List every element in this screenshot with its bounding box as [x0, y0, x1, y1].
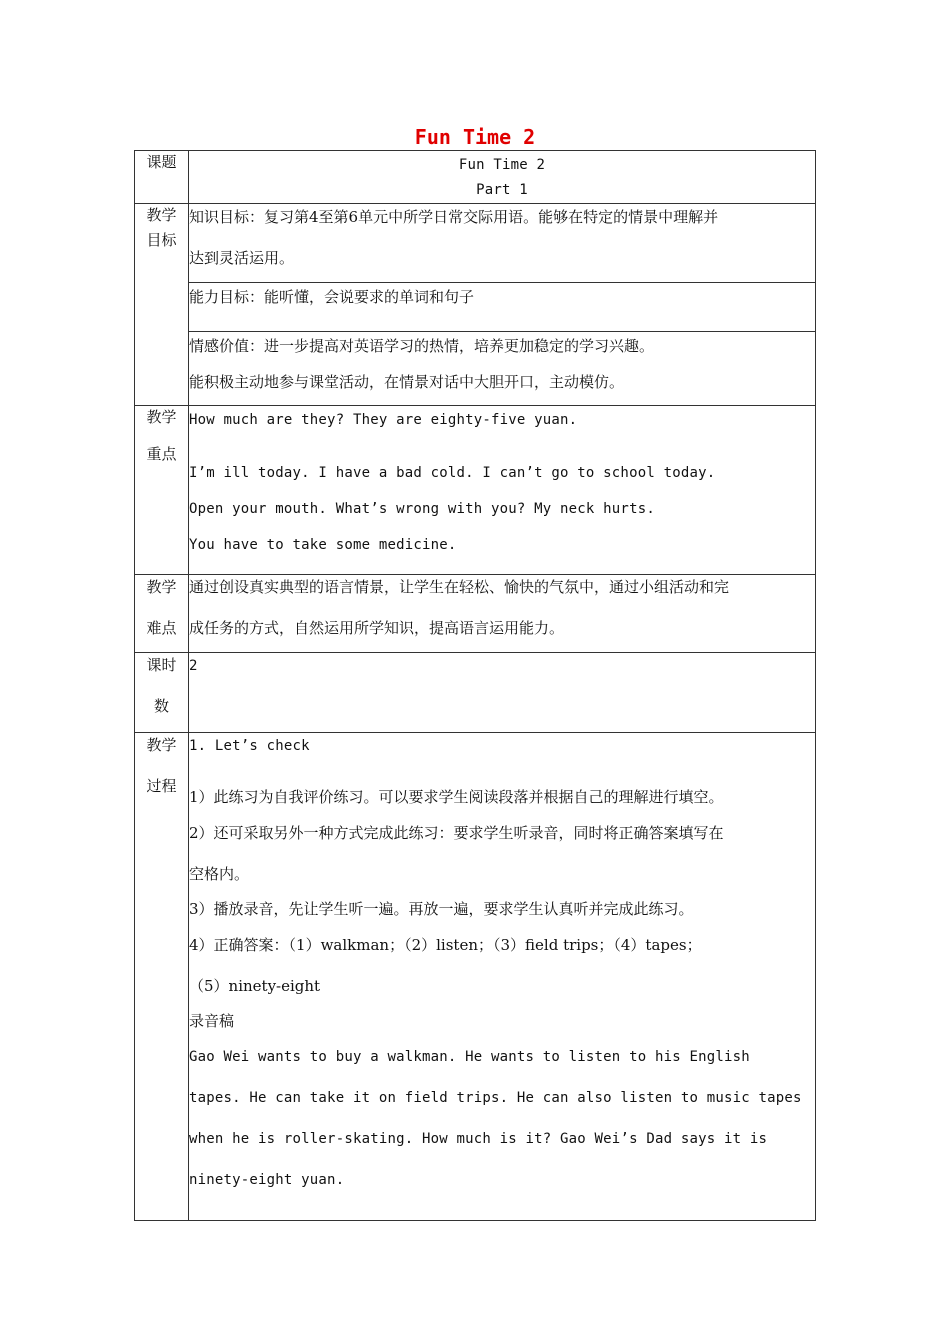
knowledge-objective — [189, 204, 816, 283]
emotion-objective — [189, 332, 816, 406]
difficulties-label-line: 教学 — [146, 578, 177, 596]
difficulties-content — [189, 575, 816, 653]
page-title: Fun Time 2 — [414, 125, 536, 149]
process-step: 4）正确答案：（1）walkman；（2）listen；（3）field trips；（4）tapes； — [189, 936, 702, 954]
ability-objective — [189, 283, 816, 332]
key-points-row — [135, 406, 816, 575]
process-label-line: 教学 — [146, 736, 177, 754]
process-content — [189, 733, 816, 1221]
key-point-line: How much are they? They are eighty-five yuan. — [189, 412, 578, 428]
script-line: Gao Wei wants to buy a walkman. He wants to listen to his English — [189, 1049, 750, 1065]
process-step: 3）播放录音，先让学生听一遍。再放一遍，要求学生认真听并完成此练习。 — [189, 900, 694, 918]
hours-label-line: 课时 — [146, 656, 177, 674]
process-label — [135, 733, 189, 1221]
knowledge-objective-line: 知识目标：复习第4至第6单元中所学日常交际用语。能够在特定的情景中理解并 — [189, 208, 719, 226]
topic-line: Part 1 — [476, 182, 528, 198]
emotion-objective-row — [135, 332, 816, 406]
key-point-line: Open your mouth. What’s wrong with you? My neck hurts. — [189, 501, 655, 517]
key-point-line: You have to take some medicine. — [189, 537, 457, 553]
script-line: when he is roller-skating. How much is it? Gao Wei’s Dad says it is — [189, 1131, 768, 1147]
emotion-objective-line: 情感价值：进一步提高对英语学习的热情，培养更加稳定的学习兴趣。 — [189, 337, 655, 355]
process-step: 2）还可采取另外一种方式完成此练习：要求学生听录音，同时将正确答案填写在 — [189, 824, 724, 842]
key-points-content — [189, 406, 816, 575]
topic-label: 课题 — [135, 151, 189, 204]
difficulty-line: 通过创设真实典型的语言情景，让学生在轻松、愉快的气氛中，通过小组活动和完 — [189, 578, 730, 596]
key-point-line: I’m ill today. I have a bad cold. I can’t go to school today. — [189, 465, 716, 481]
key-points-label-line: 重点 — [146, 445, 177, 463]
difficulties-label — [135, 575, 189, 653]
process-step: （5）ninety-eight — [189, 977, 321, 995]
topic-row — [135, 151, 816, 204]
difficulties-row — [135, 575, 816, 653]
hours-label-line: 数 — [153, 697, 169, 715]
lesson-plan-table — [134, 150, 816, 1221]
script-line: tapes. He can take it on field trips. He can also listen to music tapes — [189, 1090, 802, 1106]
ability-objective-row — [135, 283, 816, 332]
hours-value-text: 2 — [189, 658, 198, 674]
knowledge-objective-row — [135, 204, 816, 283]
script-line: ninety-eight yuan. — [189, 1172, 345, 1188]
topic-content — [189, 151, 816, 204]
key-points-label-line: 教学 — [146, 408, 177, 426]
difficulty-line: 成任务的方式，自然运用所学知识，提高语言运用能力。 — [189, 619, 565, 637]
script-label: 录音稿 — [189, 1012, 235, 1030]
knowledge-objective-line: 达到灵活运用。 — [189, 249, 295, 267]
difficulties-label-line: 难点 — [146, 619, 177, 637]
process-row — [135, 733, 816, 1221]
objectives-label-line: 教学 — [146, 206, 177, 224]
process-step: 1）此练习为自我评价练习。可以要求学生阅读段落并根据自己的理解进行填空。 — [189, 788, 724, 806]
key-points-label — [135, 406, 189, 575]
ability-objective-line: 能力目标：能听懂，会说要求的单词和句子 — [189, 288, 475, 306]
hours-value — [189, 653, 816, 733]
process-heading: 1. Let’s check — [189, 738, 310, 754]
process-step: 空格内。 — [189, 865, 250, 883]
objectives-label-line: 目标 — [146, 231, 177, 249]
topic-line: Fun Time 2 — [458, 157, 546, 173]
hours-row — [135, 653, 816, 733]
objectives-label — [135, 204, 189, 406]
process-label-line: 过程 — [146, 777, 177, 795]
hours-label — [135, 653, 189, 733]
emotion-objective-line: 能积极主动地参与课堂活动，在情景对话中大胆开口，主动模仿。 — [189, 373, 625, 391]
